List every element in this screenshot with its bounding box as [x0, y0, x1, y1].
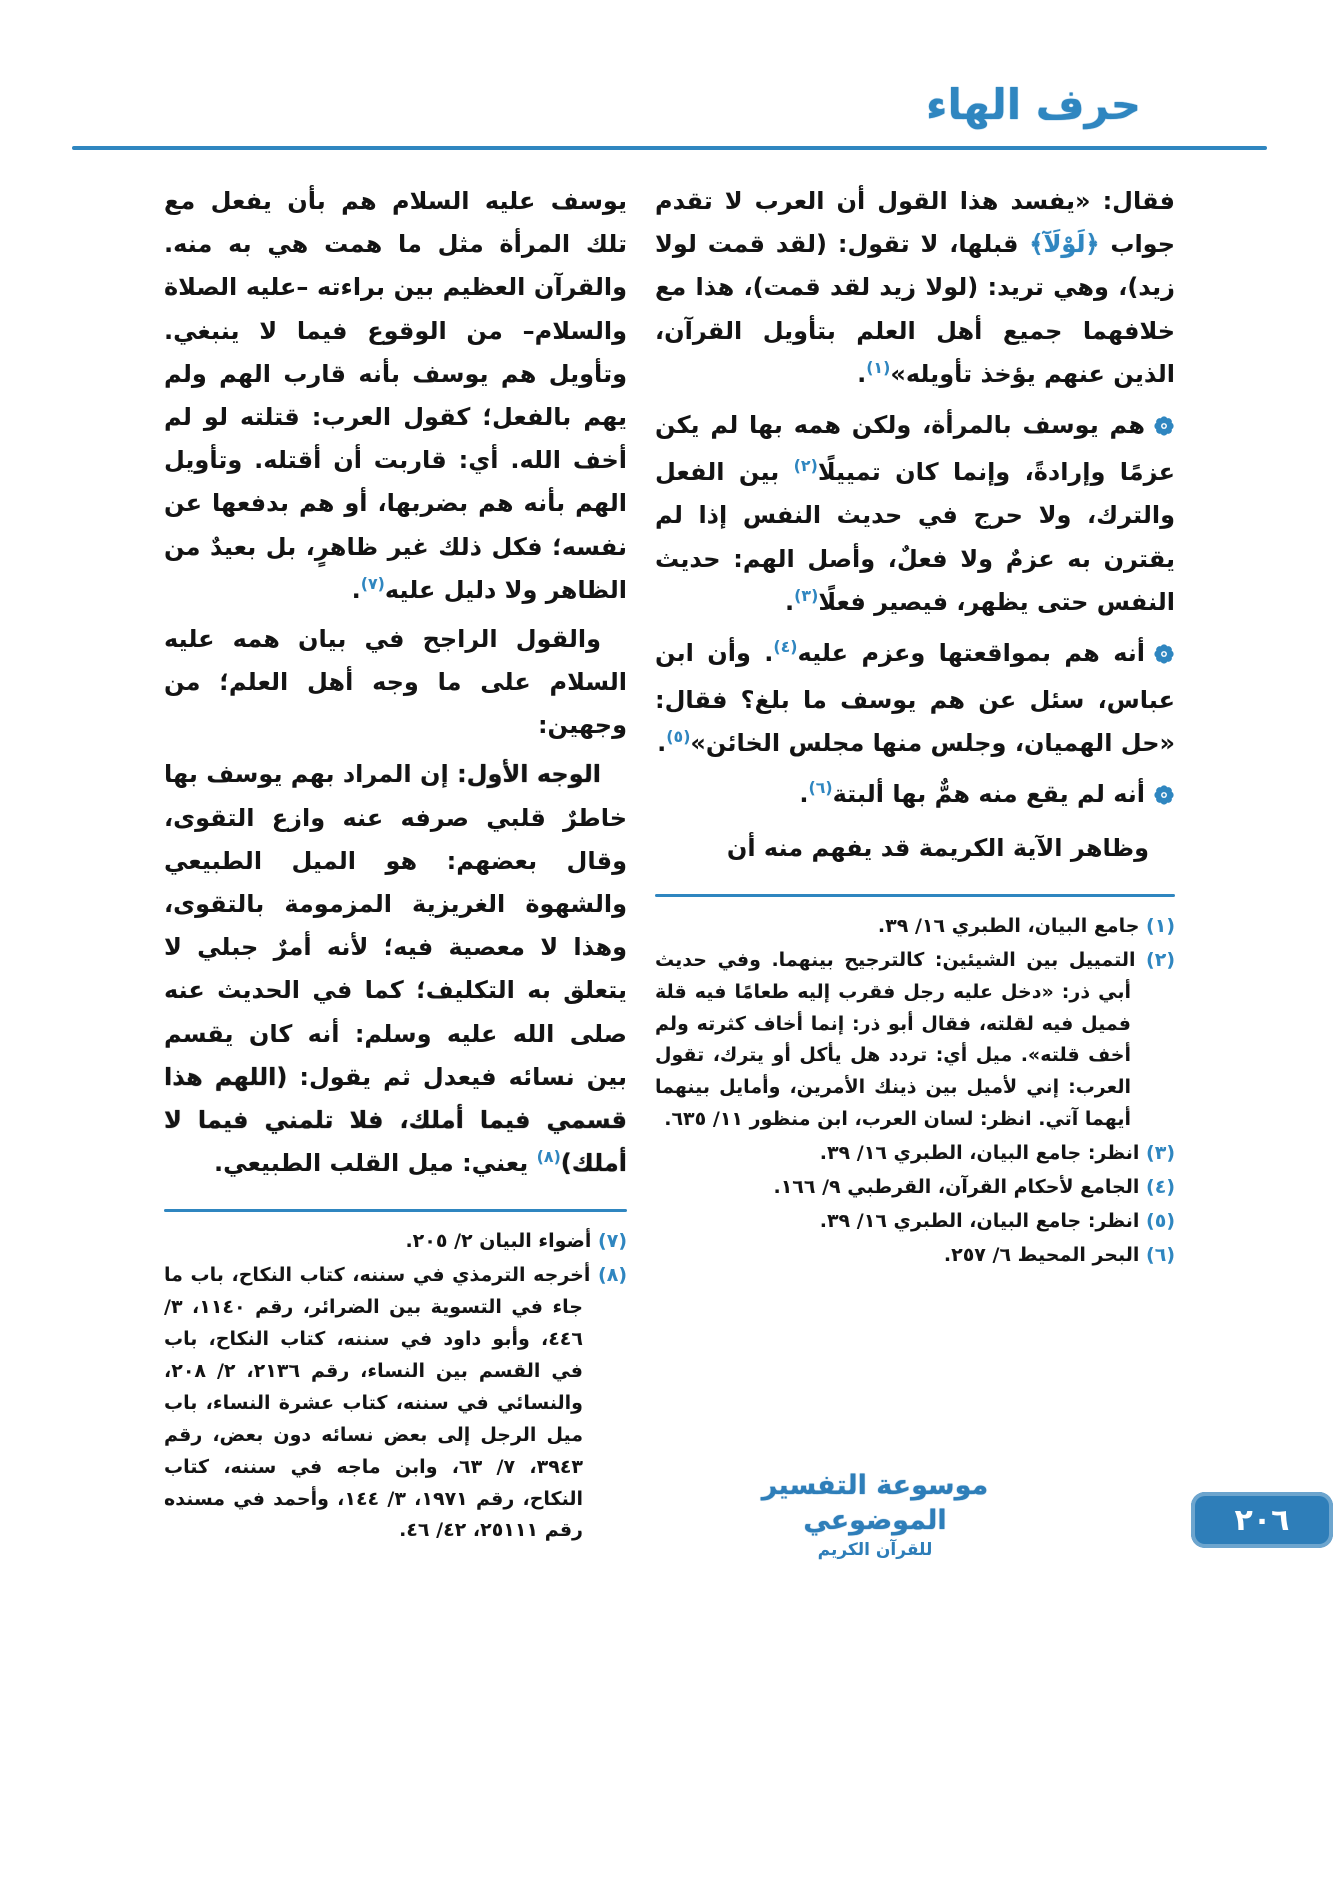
text-segment: قبلها، لا تقول: (لقد قمت لولا زيد)، وهي تريد: (لولا زيد لقد قمت)، هذا مع خلافهما جميع أهل العلم بتأويل القرآن، الذين عنهم يؤخذ تأويله»	[655, 230, 1175, 388]
text-segment: . وأن ابن عباس، سئل عن هم يوسف ما بلغ؟ فقال: «حل الهميان، وجلس منها مجلس الخائن»	[655, 638, 1175, 758]
footnote-text: البحر المحيط ٦/ ٢٥٧.	[943, 1243, 1147, 1266]
text-segment: إن المراد بهم يوسف بها خاطرٌ قلبي صرفه عنه وازع التقوى، وقال بعضهم: هو الميل الطبيعي والشهوة الغريزية المزمومة بالتقوى، وهذا لا معصية فيه؛ لأنه أمرٌ جبلي لا يتعلق به التكليف؛ كما في الحديث عنه صلى الله عليه وسلم: أنه كان يقسم بين نسائه فيعدل ثم يقول:	[163, 760, 627, 1091]
text-segment: .	[799, 780, 809, 809]
text-segment: فقال: «يفسد هذا القول أن العرب لا تقدم جواب	[655, 187, 1176, 259]
footnote-text: انظر: جامع البيان، الطبري ١٦/ ٣٩.	[819, 1142, 1147, 1165]
text-segment: أنه لم يقع منه همٌّ بها ألبتة	[832, 780, 1145, 809]
column-left-footnotes	[164, 1226, 627, 1547]
logo-subtitle: للقرآن الكريم	[817, 1540, 933, 1561]
text-segment: يعني: ميل القلب الطبيعي.	[214, 1149, 537, 1178]
footnote-number: (٤)	[1146, 1176, 1175, 1199]
footnote-text: التمييل بين الشيئين: كالترجيح بينهما. وفي حديث أبي ذر: «دخل عليه رجل فقرب إليه طعامًا فيه قلة فميل فيه لقلته، فقال أبو ذر: إنما أخاف كثرته ولم أخف قلته». ميل أي: تردد هل يأكل أو يترك، تقول العرب: إني لأميل بين ذينك الأمرين، وأمايل بينهما أيهما آتي. انظر: لسان العرب، ابن منظور ١١/ ٦٣٥.	[655, 948, 1147, 1131]
footnote-ref: (٤)	[773, 636, 798, 656]
footnote-ref: (٨)	[536, 1147, 561, 1167]
footnote	[164, 1260, 627, 1547]
text-segment: بين الفعل والترك، ولا حرج في حديث النفس إذا لم يقترن به عزمٌ ولا فعلٌ، وأصل الهم: حديث النفس حتى يظهر، فيصير فعلًا	[655, 458, 1175, 616]
footnote-number: (٨)	[598, 1264, 627, 1287]
footnote-number: (٢)	[1146, 948, 1175, 971]
flower-bullet-icon	[1153, 777, 1175, 820]
text-columns	[164, 180, 1175, 1549]
column-right	[655, 180, 1175, 1274]
footnote-text: جامع البيان، الطبري ١٦/ ٣٩.	[877, 914, 1147, 937]
column-right-footnotes	[655, 911, 1175, 1272]
footnote-ref: (١)	[866, 357, 891, 377]
text-segment: وظاهر الآية الكريمة قد يفهم منه أن	[726, 833, 1149, 862]
footnote-ref: (٣)	[794, 585, 819, 605]
logo-title: موسوعة التفسير الموضوعي	[761, 1470, 989, 1537]
footnote-separator-left	[164, 1209, 627, 1212]
footnote-ref: (٧)	[360, 573, 385, 593]
paragraph	[655, 773, 1175, 820]
text-segment: (اللهم هذا قسمي فيما أملك، فلا تلمني فيما لا أملك)	[164, 1062, 627, 1178]
footnote-text: انظر: جامع البيان، الطبري ١٦/ ٣٩.	[819, 1209, 1147, 1232]
footnote-ref: (٢)	[793, 456, 818, 476]
text-segment: .	[657, 729, 667, 758]
paragraph	[655, 404, 1175, 624]
footnote	[655, 945, 1175, 1136]
column-right-text	[655, 180, 1175, 870]
footnote-number: (٦)	[1146, 1243, 1175, 1266]
column-left	[164, 180, 627, 1549]
paragraph	[164, 618, 627, 748]
text-segment: .	[857, 359, 867, 388]
quran-quote: ﴿لَوْلَآ﴾	[1029, 230, 1100, 259]
text-segment: .	[351, 575, 361, 604]
flower-bullet-icon	[1153, 636, 1175, 679]
text-segment: والقول الراجح في بيان همه عليه السلام على ما وجه أهل العلم؛ من وجهين:	[164, 624, 627, 740]
publisher-logo	[745, 1468, 1005, 1560]
paragraph	[655, 180, 1175, 396]
text-segment: أنه هم بمواقعتها وعزم عليه	[797, 638, 1146, 667]
text-segment: .	[785, 587, 795, 616]
paragraph	[655, 632, 1175, 766]
footnote	[655, 1240, 1175, 1272]
footnote-ref: (٦)	[808, 778, 833, 798]
footnote-separator-right	[655, 894, 1175, 897]
paragraph	[655, 827, 1175, 870]
text-segment: هم يوسف بالمرأة، ولكن همه بها لم يكن عزمًا وإرادةً، وإنما كان تمييلًا	[655, 410, 1175, 487]
text-segment: يوسف عليه السلام هم بأن يفعل مع تلك المرأة مثل ما همت هي به منه. والقرآن العظيم بين براءته –عليه الصلاة والسلام– من الوقوع فيما لا ينبغي. وتأويل هم يوسف بأنه قارب الهم ولم يهم بالفعل؛ كقول العرب: قتلته لو لم أخف الله. أي: قاربت أن أقتله. وتأويل الهم بأنه هم بضربها، أو هم بدفعها عن نفسه؛ فكل ذلك غير ظاهرٍ، بل بعيدٌ من الظاهر ولا دليل عليه	[164, 187, 627, 604]
footnote-text: أضواء البيان ٢/ ٢٠٥.	[405, 1230, 599, 1253]
paragraph	[164, 753, 627, 1185]
footnote	[164, 1226, 627, 1258]
footnote	[655, 1206, 1175, 1238]
footnote-number: (٥)	[1146, 1209, 1175, 1232]
page-number-badge	[1191, 1492, 1333, 1548]
footnote-text: أخرجه الترمذي في سننه، كتاب النكاح، باب ما جاء في التسوية بين الضرائر، رقم ١١٤٠، ٣/ ٤٤٦، وأبو داود في سننه، كتاب النكاح، باب في القسم بين النساء، رقم ٢١٣٦، ٢/ ٢٠٨، والنسائي في سننه، كتاب عشرة النساء، باب ميل الرجل إلى بعض نسائه دون بعض، رقم ٣٩٤٣، ٧/ ٦٣، وابن ماجه في سننه، كتاب النكاح، رقم ١٩٧١، ٣/ ١٤٤، وأحمد في مسنده رقم ٢٥١١١، ٤٢/ ٤٦.	[164, 1264, 599, 1542]
header-divider	[72, 146, 1267, 150]
page-number: ٢٠٦	[1234, 1502, 1290, 1538]
text-segment: الوجه الأول:	[457, 760, 601, 789]
footnote	[655, 1138, 1175, 1170]
paragraph	[164, 180, 627, 612]
footnote-number: (١)	[1146, 914, 1175, 937]
footnote	[655, 911, 1175, 943]
footnote-ref: (٥)	[666, 727, 691, 747]
column-left-text	[164, 180, 627, 1185]
footnote-number: (٧)	[598, 1230, 627, 1253]
footnote-number: (٣)	[1146, 1142, 1175, 1165]
chapter-title: حرف الهاء	[926, 80, 1141, 129]
footnote	[655, 1172, 1175, 1204]
flower-bullet-icon	[1153, 408, 1175, 451]
footnote-text: الجامع لأحكام القرآن، القرطبي ٩/ ١٦٦.	[773, 1176, 1147, 1199]
